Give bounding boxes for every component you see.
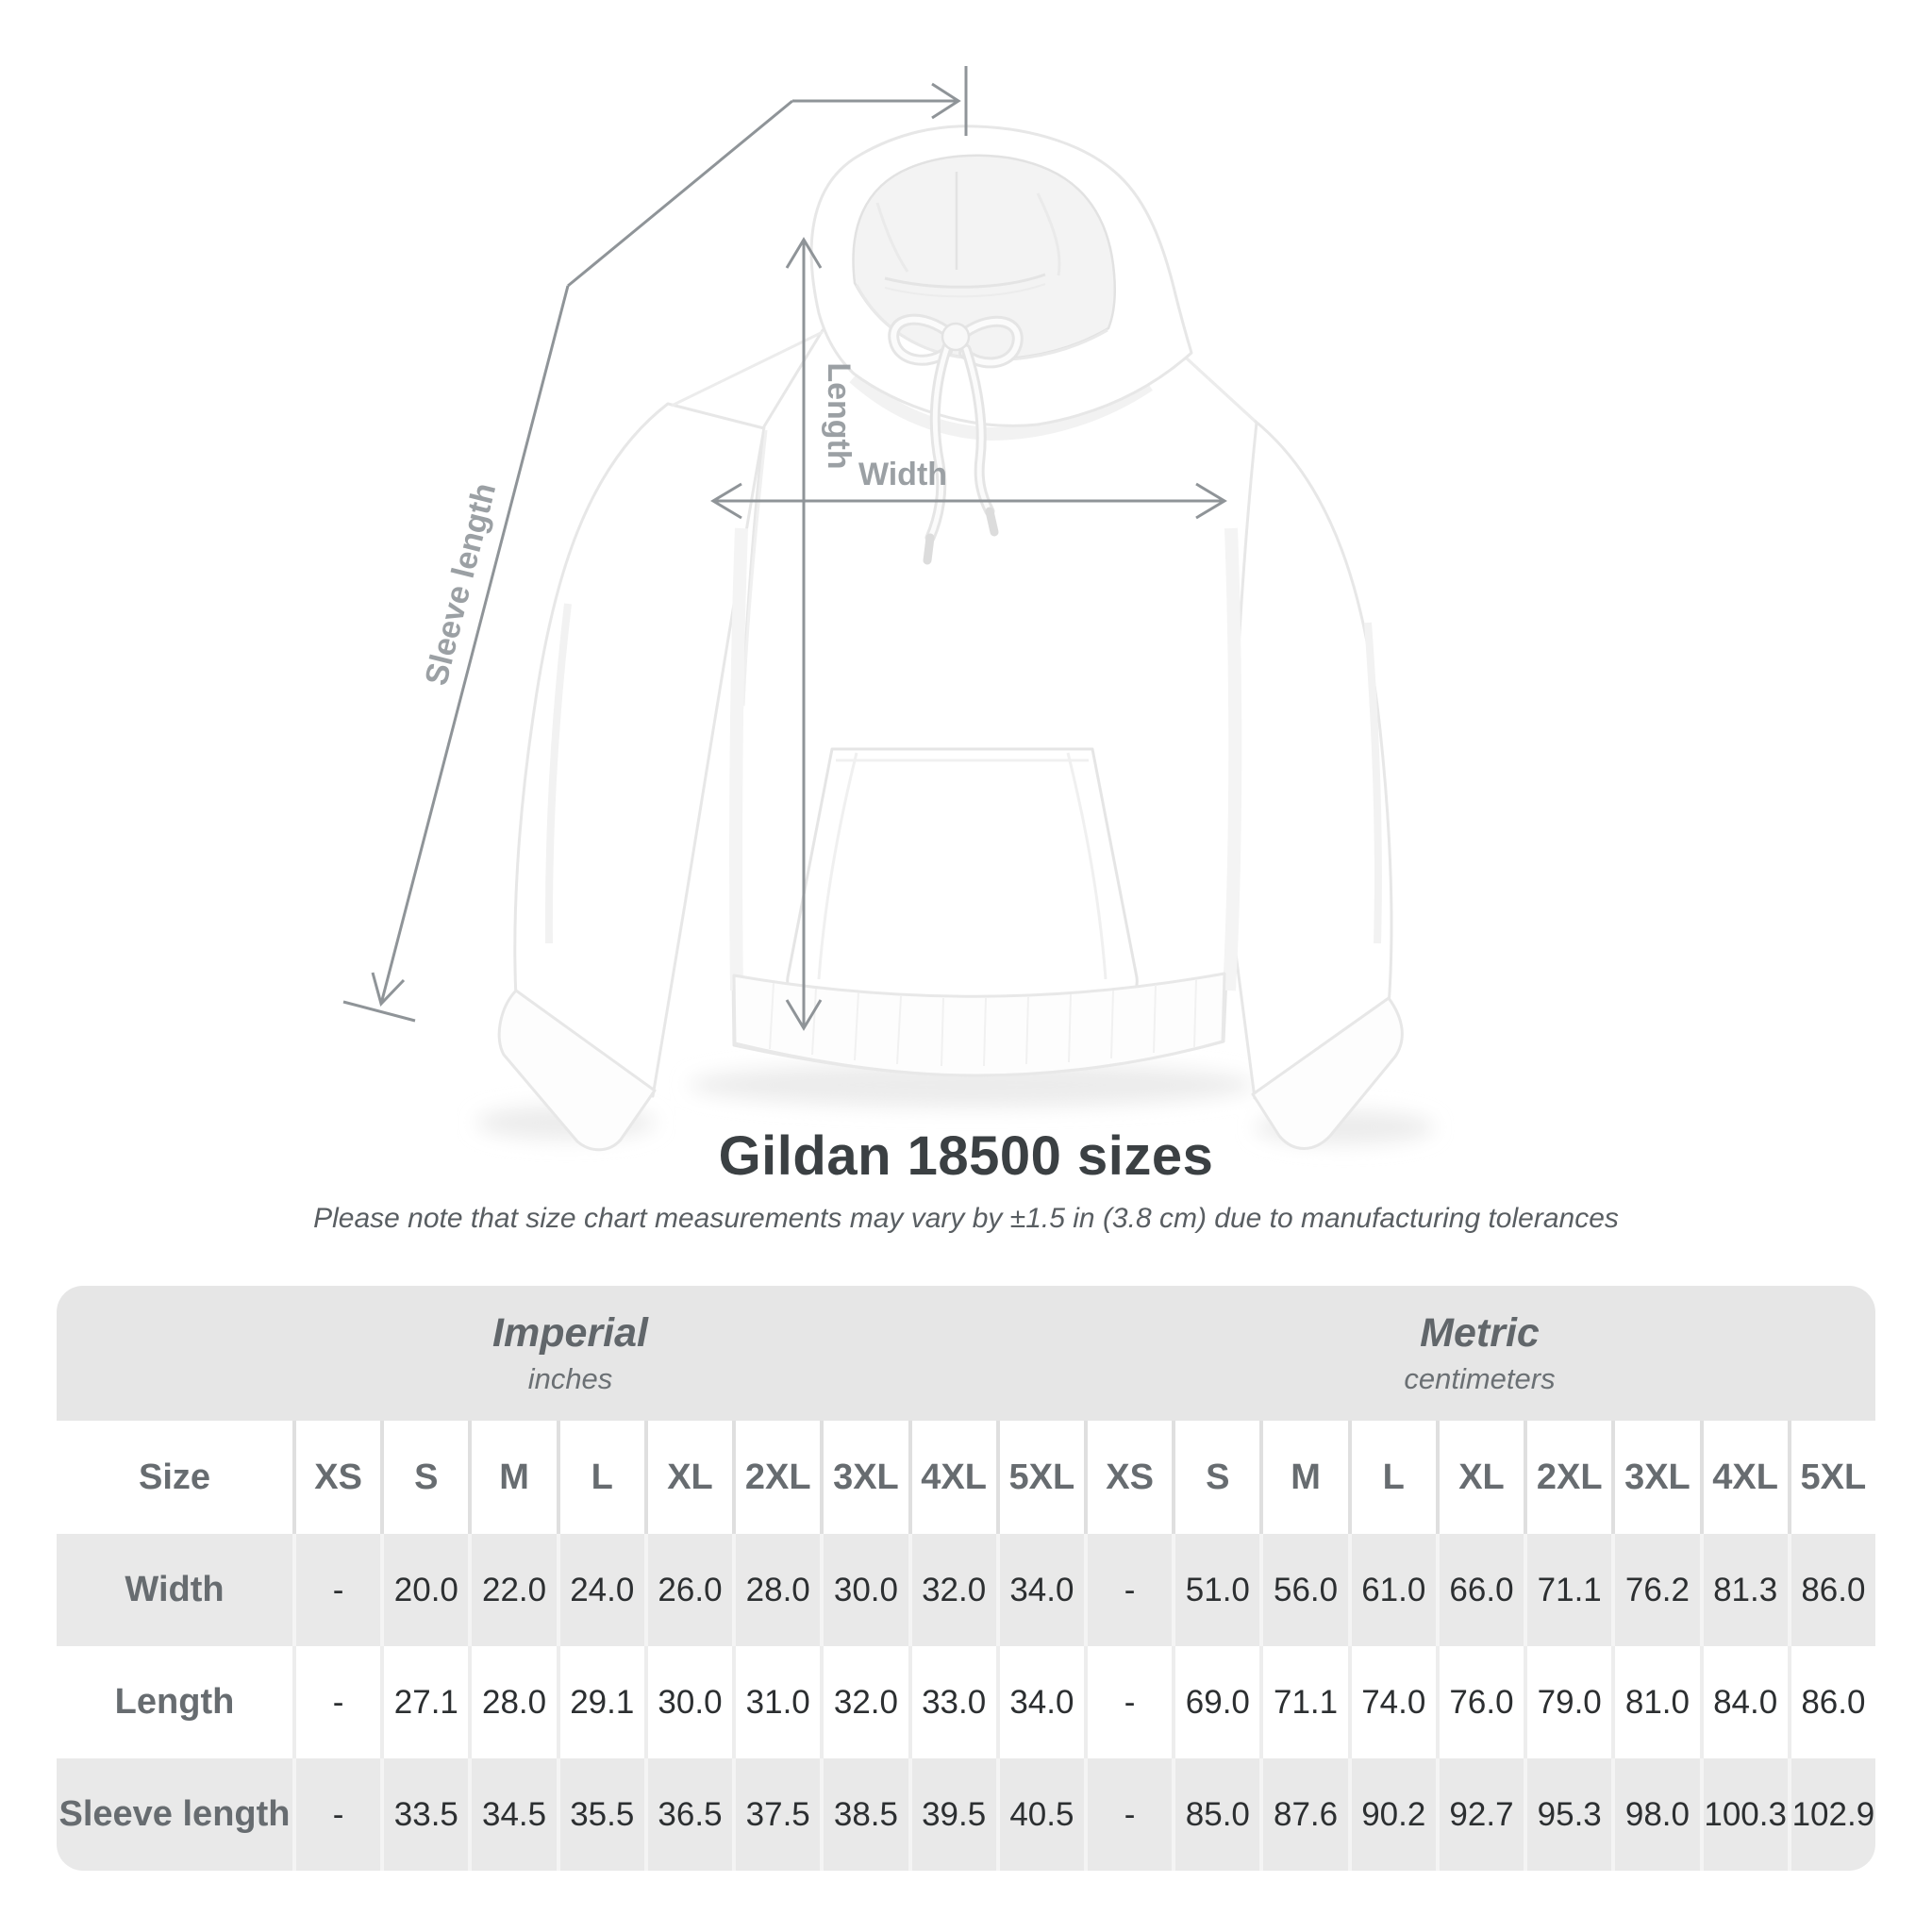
- metric-value-cell: 86.0: [1788, 1534, 1875, 1646]
- size-header-metric: S: [1172, 1421, 1259, 1534]
- size-header-metric: 3XL: [1611, 1421, 1699, 1534]
- imperial-value-cell: 33.5: [380, 1758, 468, 1871]
- imperial-value-cell: 28.0: [468, 1646, 556, 1758]
- metric-value-cell: -: [1084, 1534, 1172, 1646]
- metric-value-cell: 76.0: [1436, 1646, 1524, 1758]
- size-header-metric: 2XL: [1524, 1421, 1611, 1534]
- size-header-metric: XL: [1436, 1421, 1524, 1534]
- imperial-value-cell: 32.0: [820, 1646, 908, 1758]
- imperial-value-cell: 38.5: [820, 1758, 908, 1871]
- imperial-value-cell: 24.0: [557, 1534, 644, 1646]
- metric-value-cell: 79.0: [1524, 1646, 1611, 1758]
- size-header-imperial: 5XL: [996, 1421, 1084, 1534]
- imperial-value-cell: 30.0: [644, 1646, 732, 1758]
- imperial-value-cell: 32.0: [908, 1534, 996, 1646]
- imperial-value-cell: 36.5: [644, 1758, 732, 1871]
- imperial-value-cell: 27.1: [380, 1646, 468, 1758]
- imperial-value-cell: 35.5: [557, 1758, 644, 1871]
- imperial-value-cell: 33.0: [908, 1646, 996, 1758]
- metric-value-cell: 92.7: [1436, 1758, 1524, 1871]
- row-label-cell: Width: [125, 1570, 225, 1609]
- imperial-value-cell: 39.5: [908, 1758, 996, 1871]
- hoodie-illustration: [499, 126, 1402, 1150]
- metric-value-cell: 51.0: [1172, 1534, 1259, 1646]
- imperial-value-cell: 31.0: [732, 1646, 820, 1758]
- imperial-value-cell: 22.0: [468, 1534, 556, 1646]
- metric-value-cell: 90.2: [1348, 1758, 1436, 1871]
- size-header-imperial: M: [468, 1421, 556, 1534]
- metric-value-cell: 66.0: [1436, 1534, 1524, 1646]
- metric-value-cell: 81.0: [1611, 1646, 1699, 1758]
- metric-value-cell: 87.6: [1259, 1758, 1347, 1871]
- imperial-value-cell: -: [292, 1646, 380, 1758]
- imperial-value-cell: -: [292, 1758, 380, 1871]
- sleeve-length-label: Sleeve length: [418, 479, 504, 690]
- table-body: [57, 1534, 1875, 1871]
- unit-group-imperial: [57, 1286, 1084, 1421]
- imperial-value-cell: 34.0: [996, 1534, 1084, 1646]
- imperial-value-cell: -: [292, 1534, 380, 1646]
- imperial-value-cell: 29.1: [557, 1646, 644, 1758]
- drawstring-knot: [942, 324, 969, 350]
- metric-unit-label: centimeters: [1404, 1362, 1556, 1395]
- metric-value-cell: -: [1084, 1646, 1172, 1758]
- row-label-cell: Sleeve length: [58, 1794, 291, 1834]
- size-table: [57, 1286, 1875, 1871]
- metric-value-cell: 98.0: [1611, 1758, 1699, 1871]
- metric-value-cell: 95.3: [1524, 1758, 1611, 1871]
- length-label: Length: [821, 362, 857, 470]
- row-label-cell: Length: [114, 1682, 235, 1722]
- imperial-value-cell: 34.0: [996, 1646, 1084, 1758]
- kangaroo-pocket: [788, 749, 1138, 1026]
- unit-band: [57, 1286, 1875, 1421]
- title-block: [0, 1124, 1932, 1235]
- metric-value-cell: -: [1084, 1758, 1172, 1871]
- metric-value-cell: 81.3: [1700, 1534, 1788, 1646]
- size-header-metric: XS: [1084, 1421, 1172, 1534]
- page-title: Gildan 18500 sizes: [718, 1125, 1214, 1187]
- size-header-imperial: 4XL: [908, 1421, 996, 1534]
- metric-value-cell: 69.0: [1172, 1646, 1259, 1758]
- size-header-imperial: S: [380, 1421, 468, 1534]
- metric-value-cell: 85.0: [1172, 1758, 1259, 1871]
- metric-value-cell: 71.1: [1259, 1646, 1347, 1758]
- imperial-value-cell: 30.0: [820, 1534, 908, 1646]
- left-sleeve: [499, 404, 764, 1150]
- imperial-value-cell: 28.0: [732, 1534, 820, 1646]
- unit-group-metric: [1084, 1286, 1875, 1421]
- table-header-row: [57, 1421, 1875, 1534]
- width-label: Width: [858, 457, 948, 492]
- imperial-value-cell: 26.0: [644, 1534, 732, 1646]
- metric-value-cell: 76.2: [1611, 1534, 1699, 1646]
- metric-value-cell: 86.0: [1788, 1646, 1875, 1758]
- metric-value-cell: 56.0: [1259, 1534, 1347, 1646]
- imperial-value-cell: 40.5: [996, 1758, 1084, 1871]
- size-header-imperial: 3XL: [820, 1421, 908, 1534]
- size-header-imperial: L: [557, 1421, 644, 1534]
- metric-value-cell: 102.9: [1788, 1758, 1875, 1871]
- metric-label: Metric: [1420, 1310, 1540, 1356]
- table-row-length: [57, 1646, 1875, 1758]
- metric-value-cell: 84.0: [1700, 1646, 1788, 1758]
- imperial-label: Imperial: [492, 1310, 648, 1356]
- metric-value-cell: 74.0: [1348, 1646, 1436, 1758]
- metric-value-cell: 100.3: [1700, 1758, 1788, 1871]
- size-column-header: Size: [138, 1457, 211, 1497]
- imperial-value-cell: 20.0: [380, 1534, 468, 1646]
- size-header-imperial: 2XL: [732, 1421, 820, 1534]
- size-header-metric: L: [1348, 1421, 1436, 1534]
- imperial-value-cell: 34.5: [468, 1758, 556, 1871]
- size-header-metric: M: [1259, 1421, 1347, 1534]
- imperial-value-cell: 37.5: [732, 1758, 820, 1871]
- metric-value-cell: 61.0: [1348, 1534, 1436, 1646]
- imperial-unit-label: inches: [527, 1362, 613, 1395]
- size-header-imperial: XS: [292, 1421, 380, 1534]
- size-header-imperial: XL: [644, 1421, 732, 1534]
- page-subtitle: Please note that size chart measurements may vary by ±1.5 in (3.8 cm) due to manufacturing tolerances: [313, 1203, 1619, 1234]
- size-header-metric: 4XL: [1700, 1421, 1788, 1534]
- metric-value-cell: 71.1: [1524, 1534, 1611, 1646]
- size-header-metric: 5XL: [1788, 1421, 1875, 1534]
- hood: [811, 126, 1191, 426]
- table-row-width: [57, 1534, 1875, 1646]
- table-row-sleeve-length: [57, 1758, 1875, 1871]
